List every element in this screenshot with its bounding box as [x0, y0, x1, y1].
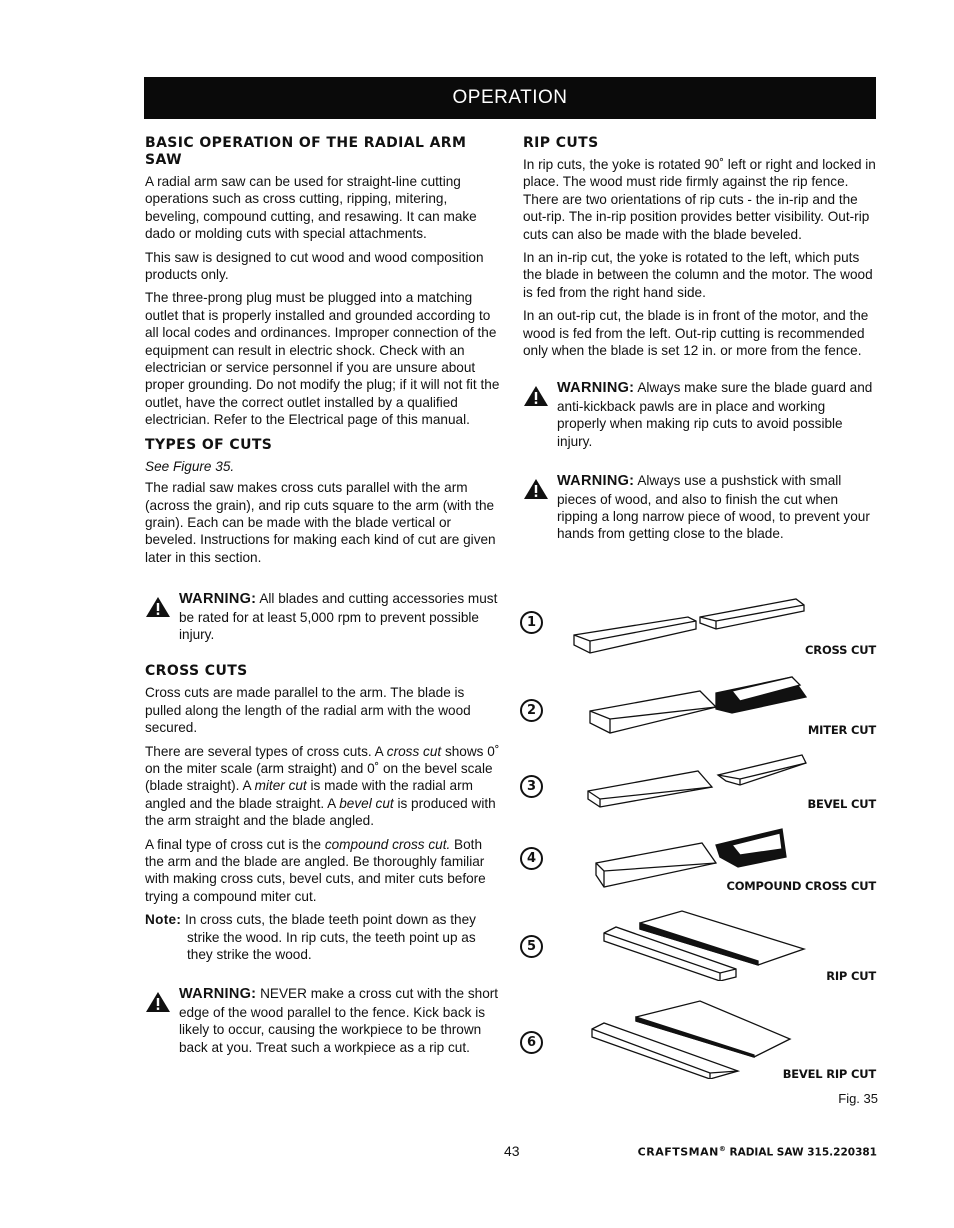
- figure-item-number: 2: [520, 699, 543, 722]
- section-banner: [144, 77, 876, 119]
- text-run: is produced with the arm straight and the blade angled.: [145, 795, 496, 829]
- right-column: [523, 135, 878, 561]
- note-text: In cross cuts, the blade teeth point down as they strike the wood. In rip cuts, the teeth point up as they strike the wood.: [181, 912, 476, 963]
- figure-caption: Fig. 35: [838, 1091, 878, 1106]
- warning-label: WARNING:: [557, 473, 635, 490]
- term-compound-cross-cut: compound cross cut.: [324, 836, 451, 852]
- figure-item-number: 4: [520, 847, 543, 870]
- warning-triangle-icon: [145, 596, 171, 618]
- bevel-cut-drawing: [580, 747, 820, 813]
- banner-title: OPERATION: [452, 87, 568, 108]
- warning-text: Always use a pushstick with small pieces of wood, and also to finish the cut when ripping a long narrow piece of wood, to prevent your hands from getting close to the blade.: [557, 473, 870, 542]
- note-label: Note:: [145, 912, 182, 928]
- left-column: [145, 135, 500, 1074]
- text-run: There are several types of cross cuts. A: [145, 743, 387, 759]
- warning-rpm: [145, 590, 500, 643]
- cross-paragraph-1: Cross cuts are made parallel to the arm. The blade is pulled along the length of the radial arm with the wood secured.: [145, 685, 471, 736]
- warning-text: Always make sure the blade guard and anti-kickback pawls are in place and working properly when making rip cuts to avoid possible injury.: [557, 380, 873, 449]
- heading-rip-cuts: RIP CUTS: [523, 135, 599, 151]
- cross-paragraph-2: [145, 743, 500, 830]
- figure-item-number: 1: [520, 611, 543, 634]
- heading-cross-cuts: CROSS CUTS: [145, 663, 248, 680]
- page-number: 43: [504, 1143, 520, 1159]
- heading-types-of-cuts: TYPES OF CUTS: [145, 436, 273, 453]
- figure-item-label: BEVEL RIP CUT: [782, 1067, 876, 1081]
- warning-pushstick: [523, 472, 878, 543]
- text-run: shows 0˚ on the miter scale (arm straight) and 0˚ on the bevel scale (blade straight). A: [145, 743, 500, 794]
- note-paragraph: [145, 911, 500, 963]
- cross-paragraph-3: [145, 836, 500, 906]
- figure-item-label: CROSS CUT: [805, 643, 876, 657]
- figure-item-label: RIP CUT: [826, 969, 876, 983]
- brand-logo-text: CRAFTSMAN: [637, 1145, 719, 1159]
- footer-model: [638, 1145, 877, 1159]
- basic-paragraph-3: The three-prong plug must be plugged into a matching outlet that is properly installed and grounded according to all local codes and ordinances. Improper connection of the equipment can result in electric shock. Check with an electrician or service personnel if you are unsure about proper grounding. Do not modify the plug; if it will not fit the outlet, have the correct outlet installed by a qualified electrician. Refer to the Electrical page of this manual.: [145, 290, 500, 428]
- warning-label: WARNING:: [179, 591, 257, 608]
- figure-item-label: MITER CUT: [807, 723, 876, 737]
- text-run: Both the arm and the blade are angled. Be thoroughly familiar with making cross cuts, bevel cuts, and miter cuts before trying a compound miter cut.: [145, 836, 486, 904]
- rip-paragraph-3: In an out-rip cut, the blade is in front of the motor, and the wood is fed from the left. Out-rip cutting is recommended only when the blade is set 12 in. or more from the fence.: [523, 308, 869, 359]
- term-cross-cut: cross cut: [386, 743, 442, 759]
- warning-triangle-icon: [145, 991, 171, 1013]
- warning-blade-guard: [523, 379, 878, 450]
- warning-triangle-icon: [523, 385, 549, 407]
- model-text: RADIAL SAW 315.220381: [725, 1146, 877, 1159]
- rip-paragraph-1: In rip cuts, the yoke is rotated 90˚ left or right and locked in place. The wood must ride firmly against the rip fence. There are two orientations of rip cuts - the in-rip and the out-rip. The in-rip position provides better visibility. Out-rip cuts can also be made with the blade beveled.: [523, 157, 876, 242]
- figure-reference: See Figure 35.: [145, 458, 235, 474]
- miter-cut-drawing: [580, 671, 820, 741]
- warning-text: All blades and cutting accessories must be rated for at least 5,000 rpm to prevent possible injury.: [179, 591, 498, 642]
- rip-cut-drawing: [600, 905, 820, 981]
- term-bevel-cut: bevel cut: [339, 795, 394, 811]
- warning-kickback: [145, 985, 500, 1056]
- text-run: is made with the radial arm angled and the blade straight. A: [145, 778, 473, 811]
- heading-basic-operation: BASIC OPERATION OF THE RADIAL ARM SAW: [145, 135, 467, 168]
- figure-item-label: BEVEL CUT: [807, 797, 876, 811]
- registered-mark: ®: [718, 1145, 726, 1153]
- figure-item-number: 3: [520, 775, 543, 798]
- text-run: A final type of cross cut is the: [145, 836, 325, 852]
- rip-paragraph-2: In an in-rip cut, the yoke is rotated to the left, which puts the blade in between the column and the motor. The wood is fed from the right hand side.: [523, 250, 873, 300]
- warning-triangle-icon: [523, 478, 549, 500]
- figure-item-number: 6: [520, 1031, 543, 1054]
- warning-label: WARNING:: [179, 986, 257, 1003]
- figure-item-label: COMPOUND CROSS CUT: [726, 879, 876, 893]
- basic-paragraph-1: A radial arm saw can be used for straight-line cutting operations such as cross cutting, ripping, mitering, beveling, compound cutting, and resawing. It can make dado or molding cuts with special attachments.: [145, 174, 477, 242]
- warning-label: WARNING:: [557, 380, 635, 397]
- figure-35: [520, 595, 880, 1105]
- basic-paragraph-2: This saw is designed to cut wood and wood composition products only.: [145, 249, 484, 283]
- bevel-rip-cut-drawing: [590, 999, 810, 1079]
- types-paragraph-1: The radial saw makes cross cuts parallel with the arm (across the grain), and rip cuts square to the arm (with the grain). Each can be made with the blade vertical or beveled. Instructions for making each kind of cut are given later in this section.: [145, 480, 496, 565]
- figure-item-number: 5: [520, 935, 543, 958]
- cross-cut-drawing: [570, 595, 810, 665]
- term-miter-cut: miter cut: [254, 778, 307, 794]
- warning-text: NEVER make a cross cut with the short edge of the wood parallel to the fence. Kick back is likely to occur, causing the workpiece to be thrown back at you. Treat such a workpiece as a rip cut.: [179, 986, 499, 1055]
